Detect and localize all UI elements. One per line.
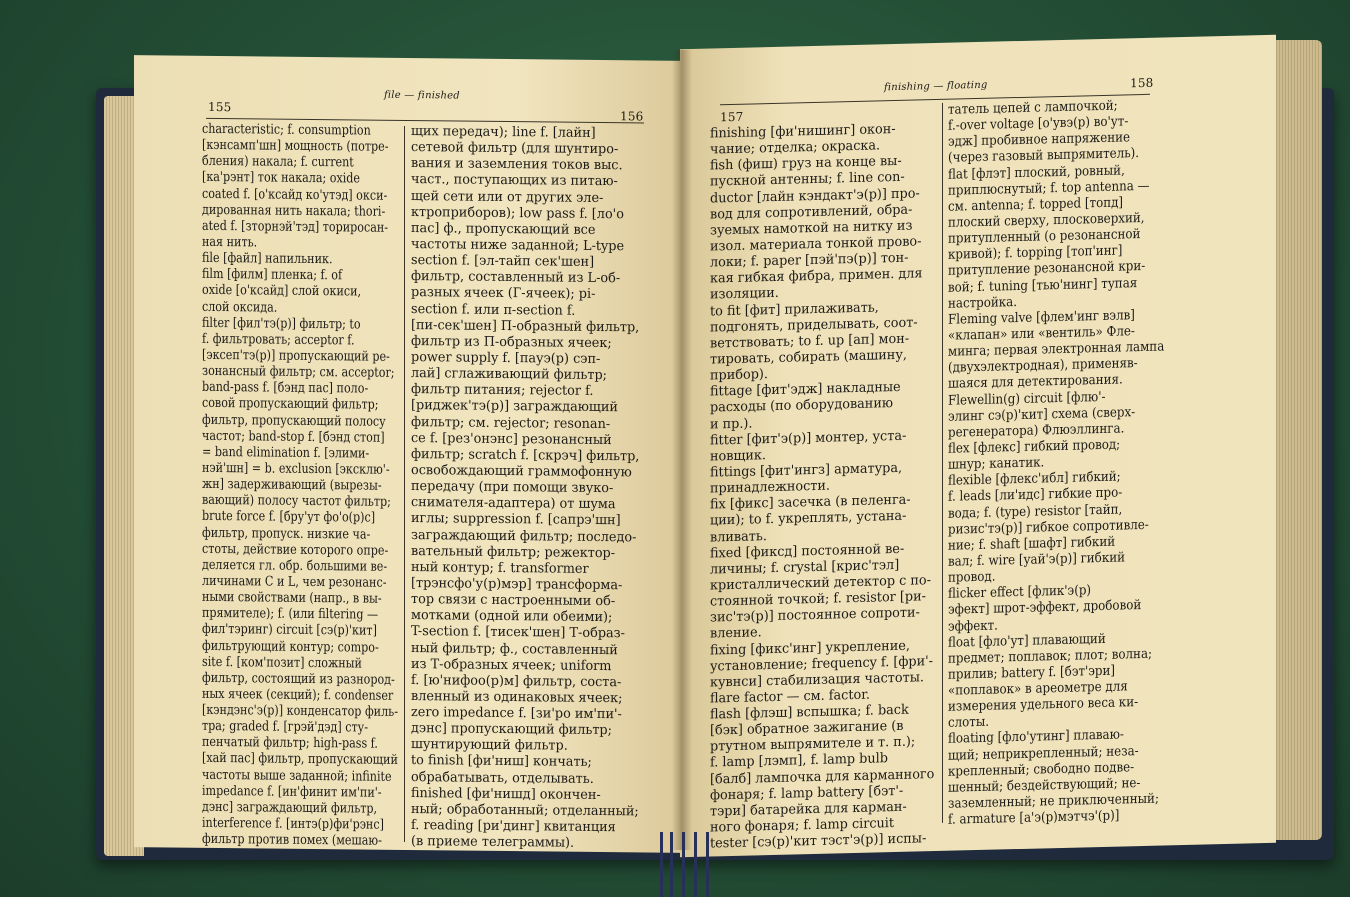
dictionary-line: обрабатывать, отделывать. <box>411 769 594 787</box>
dictionary-line: тировать, собирать (машину, <box>710 347 907 368</box>
dictionary-line: стоянной точкой; f. resistor [ри- <box>710 589 926 610</box>
dictionary-line: настройка. <box>948 294 1018 312</box>
right-page-column-1 <box>710 121 944 853</box>
dictionary-line: крепленный; свободно подве- <box>948 759 1135 780</box>
dictionary-line: float [фло'ут] плавающий <box>948 631 1106 651</box>
dictionary-line: иглы; suppression f. [сапрэ'шн] <box>411 511 621 529</box>
dictionary-line: фильтр, составленный из L-об- <box>411 269 621 287</box>
dictionary-line: зонансный фильтр; см. acceptor; <box>202 363 395 381</box>
dictionary-line: [трэнсфо'у(р)мэр] трансформа- <box>411 575 623 594</box>
dictionary-line: [ка'рэнт] ток накала; oxide <box>202 170 361 187</box>
dictionary-line: flex [флекс] гибкий провод; <box>948 437 1121 457</box>
dictionary-line: ние; f. shaft [шафт] гибкий <box>948 534 1116 554</box>
dictionary-line: регенератора) Флюэллинга. <box>948 421 1125 441</box>
dictionary-line: [эксеп'тэ(р)] пропускающий ре- <box>202 347 390 365</box>
running-head-left: file — finished <box>384 89 460 102</box>
dictionary-line: из Т-образных ячеек; uniform <box>411 656 612 674</box>
dictionary-line: site f. [ком'позит] сложный <box>202 654 362 672</box>
dictionary-line: тэри] батарейка для карман- <box>710 799 907 820</box>
dictionary-line: ная нить. <box>202 234 258 251</box>
dictionary-line: ated f. [зторнэй'тэд] ториросан- <box>202 218 389 236</box>
dictionary-line: «поплавок» в ареометре для <box>948 679 1128 699</box>
dictionary-line: кривой); f. topping [топ'инг] <box>948 243 1123 263</box>
dictionary-line: zero impedance f. [зи'ро им'пи'- <box>411 705 622 723</box>
dictionary-line: щей сети или от других эле- <box>411 188 604 206</box>
dictionary-line: установление; frequency f. [фри'- <box>710 653 933 675</box>
dictionary-line: личины; f. crystal [крис'тэл] <box>710 557 900 578</box>
dictionary-line: impedance f. [ин'финит им'пи'- <box>202 783 382 801</box>
dictionary-line: жн] задерживающий (вырезы- <box>202 476 382 494</box>
dictionary-line: щих передач); line f. [лайн] <box>411 124 596 141</box>
dictionary-line: шнур; канатик. <box>948 455 1045 473</box>
dictionary-line: вательный фильтр; режектор- <box>411 543 616 561</box>
dictionary-line: (в приеме телеграммы). <box>411 834 575 851</box>
right-page <box>680 35 1276 858</box>
dictionary-line: эфект] шрот-эффект, дробовой <box>948 598 1142 619</box>
dictionary-line: фонаря; f. lamp battery [бэт'- <box>710 783 904 804</box>
dictionary-line: фильтрующий контур; compo- <box>202 638 379 656</box>
dictionary-line: вал; f. wire [уай'э(р)] гибкий <box>948 550 1126 570</box>
dictionary-line: flash [флэш] вспышка; f. back <box>710 702 909 723</box>
dictionary-line: притупленный (о резонансной <box>948 227 1141 247</box>
dictionary-line: filter [фил'тэ(р)] фильтр; to <box>202 315 361 333</box>
dictionary-line: элинг сэ(р)'кит] схема (сверх- <box>948 404 1136 425</box>
page-number-155: 155 <box>208 99 232 115</box>
dictionary-line: стоты, действие которого опре- <box>202 541 389 559</box>
dictionary-line: band-pass f. [бэнд пас] поло- <box>202 380 369 397</box>
dictionary-line: зуемых намоткой на нитку из <box>710 218 913 239</box>
dictionary-line: (через газовый выпрямитель). <box>948 146 1140 167</box>
dictionary-line: деляется гл. обр. большими ве- <box>202 557 388 575</box>
dictionary-line: слой оксида. <box>202 299 278 316</box>
dictionary-line: fittings [фит'ингз] арматура, <box>710 460 903 481</box>
dictionary-line: част., поступающих из питаю- <box>411 172 618 190</box>
dictionary-line: нэй'шн] = b. exclusion [эксклю'- <box>202 460 390 478</box>
page-number-156: 156 <box>620 109 644 124</box>
dictionary-line: [кэнсамп'шн] мощность (потре- <box>202 137 389 155</box>
dictionary-line: flexible [флекс'ибл] гибкий; <box>948 469 1121 489</box>
dictionary-line: ный фильтр; ф., составленный <box>411 640 618 658</box>
dictionary-line: см. antenna; f. topped [топд] <box>948 195 1124 215</box>
dictionary-line: interference f. [интэ(р)фи'рэнс] <box>202 815 384 833</box>
dictionary-line: передачу (при помощи звуко- <box>411 479 614 497</box>
dictionary-line: ного фонаря; f. lamp circuit <box>710 816 895 836</box>
dictionary-line: flare factor — см. factor. <box>710 687 870 707</box>
bookmark-ribbon <box>656 832 726 897</box>
running-head-right: finishing — floating <box>884 79 988 94</box>
dictionary-line: тра; graded f. [грэй'дэд] сту- <box>202 719 368 736</box>
dictionary-line: частоты выше заданной; infinite <box>202 767 392 785</box>
dictionary-line: oxide [о'ксайд] слой окиси, <box>202 283 362 300</box>
dictionary-line: кристаллический детектор с по- <box>710 573 931 594</box>
dictionary-line: приплюснутый; f. top antenna — <box>948 178 1150 199</box>
dictionary-line: татель цепей с лампочкой; <box>948 98 1118 118</box>
dictionary-line: to finish [фи'ниш] кончать; <box>411 753 592 771</box>
dictionary-line: flicker effect [флик'э(р) <box>948 583 1092 602</box>
dictionary-line: Flewellin(g) circuit [флю'- <box>948 389 1106 409</box>
dictionary-line: f. leads [ли'идс] гибкие про- <box>948 485 1123 506</box>
dictionary-line: минга; первая электронная лампа <box>948 339 1165 360</box>
dictionary-line: вающий) полосу частот фильтр; <box>202 493 391 511</box>
dictionary-line: дэнс] заграждающий фильтр, <box>202 799 378 817</box>
dictionary-line: сетевой фильтр (для шунтиро- <box>411 140 619 158</box>
dictionary-line: фильтр, пропускающий полосу <box>202 412 386 430</box>
dictionary-line: кая гибкая фибра, примен. для <box>710 266 923 287</box>
dictionary-line: brute force f. [бру'ут фо'о(р)с] <box>202 509 376 527</box>
dictionary-line: фильтр из П-образных ячеек; <box>411 333 612 351</box>
dictionary-line: floating [фло'утинг] плаваю- <box>948 727 1124 748</box>
dictionary-line: фильтр питания; rejector f. <box>411 382 594 400</box>
dictionary-line: разных ячеек (Г-ячеек); pi- <box>411 285 596 303</box>
dictionary-line: вод для сопротивлений, обра- <box>710 202 913 223</box>
dictionary-line: подгонять, приделывать, соот- <box>710 315 918 336</box>
dictionary-line: ризис'тэ(р)] гибкое сопротивле- <box>948 517 1149 538</box>
dictionary-line: ductor [лайн кэндакт'э(р)] про- <box>710 185 920 207</box>
dictionary-line: измерения удельного веса ки- <box>948 695 1139 715</box>
dictionary-line: section f. [эл-тайп сек'шен] <box>411 253 595 271</box>
dictionary-line: f. lamp [лэмп], f. lamp bulb <box>710 751 888 772</box>
dictionary-line: power supply f. [пауэ(р) сэп- <box>411 350 601 367</box>
dictionary-line: ce f. [рез'онэнс] резонансный <box>411 430 612 448</box>
dictionary-line: снимателя-адаптера) от шума <box>411 495 616 513</box>
dictionary-line: file [файл] напильник. <box>202 250 333 268</box>
dictionary-line: ветствовать; to f. up [ап] мон- <box>710 331 910 352</box>
dictionary-line: вода; f. (type) resistor [тайп, <box>948 501 1123 522</box>
dictionary-line: лай] сглаживающий фильтр; <box>411 366 607 384</box>
dictionary-line: фильтр, пропуск. низкие ча- <box>202 525 371 543</box>
dictionary-line: coated f. [о'ксайд ко'утэд] окси- <box>202 186 388 204</box>
dictionary-line: слоты. <box>948 715 990 732</box>
dictionary-line: f. armature [а'э(р)мэтчэ'(р)] <box>948 808 1120 828</box>
page-number-157: 157 <box>720 109 744 125</box>
dictionary-line: мотками (одной или обеими); <box>411 608 613 626</box>
dictionary-line: эдж] пробивное напряжение <box>948 130 1131 151</box>
page-number-158: 158 <box>1130 75 1154 91</box>
dictionary-line: ный контур; f. transformer <box>411 559 589 577</box>
dictionary-line: [риджек'тэ(р)] заграждающий <box>411 398 618 416</box>
dictionary-line: Fleming valve [флем'инг вэлв] <box>948 307 1135 328</box>
dictionary-line: освобождающий граммофонную <box>411 462 632 481</box>
left-page-column-2 <box>411 124 649 853</box>
dictionary-line: дированная нить накала; thori- <box>202 202 386 220</box>
dictionary-line: f. фильтровать; acceptor f. <box>202 331 355 349</box>
dictionary-line: «клапан» или «вентиль» Фле- <box>948 324 1135 344</box>
dictionary-line: частот; band-stop f. [бэнд стоп] <box>202 428 385 446</box>
dictionary-line: fixing [фикс'инг] укрепление, <box>710 638 910 659</box>
dictionary-line: зис'тэ(р)] постоянное сопроти- <box>710 605 920 626</box>
book-gutter <box>672 50 692 850</box>
dictionary-line: пускной антенны; f. line con- <box>710 170 905 190</box>
dictionary-line: изоляции. <box>710 286 779 303</box>
dictionary-line: шаяся для детектирования. <box>948 372 1123 393</box>
dictionary-line: [бэк] обратное зажигание (в <box>710 719 904 739</box>
dictionary-line: притупление резонансной кри- <box>948 259 1146 280</box>
dictionary-line: ными свойствами (напр., в вы- <box>202 589 382 607</box>
dictionary-line: новщик. <box>710 447 767 465</box>
dictionary-line: ктроприборов); low pass f. [ло'о <box>411 204 624 222</box>
dictionary-line: вленный из одинаковых ячеек; <box>411 688 623 707</box>
dictionary-line: шенный; бездействующий; не- <box>948 775 1141 796</box>
dictionary-line: фильтр против помех (мешаю- <box>202 832 382 849</box>
dictionary-line: фил'тэринг) circuit [сэ(р)'кит] <box>202 622 377 640</box>
right-page-edges <box>1274 40 1322 840</box>
dictionary-line: [хай пас] фильтр, пропускающий <box>202 751 398 769</box>
left-page <box>134 55 682 853</box>
dictionary-line: вление. <box>710 625 762 642</box>
dictionary-line: to fit [фит] прилаживать, <box>710 299 879 320</box>
dictionary-line: щий; неприкрепленный; неза- <box>948 743 1139 764</box>
dictionary-line: вания и заземления токов выс. <box>411 156 623 174</box>
dictionary-line: ный; обработанный; отделанный; <box>411 801 639 820</box>
dictionary-line: tester [сэ(р)'кит тэст'э(р)] испы- <box>710 831 927 852</box>
dictionary-line: фильтр, состоящий из разнород- <box>202 670 395 688</box>
dictionary-line: шунтирующий фильтр. <box>411 737 568 755</box>
dictionary-line: заграждающий фильтр; последо- <box>411 527 637 545</box>
dictionary-line: fitter [фит'э(р)] монтер, уста- <box>710 428 907 449</box>
dictionary-line: ции); to f. укреплять, устана- <box>710 509 907 529</box>
dictionary-line: заземленный; не приключенный; <box>948 791 1159 812</box>
dictionary-line: бления) накала; f. current <box>202 154 354 171</box>
dictionary-line: вой; f. tuning [тью'нинг] тупая <box>948 275 1138 296</box>
dictionary-line: f. reading [ри'динг] квитанция <box>411 818 616 836</box>
dictionary-line: личинами С и L, чем резонанс- <box>202 573 387 591</box>
dictionary-line: [балб] лампочка для карманного <box>710 766 935 788</box>
dictionary-line: предмет; поплавок; плот; волна; <box>948 646 1153 667</box>
dictionary-line: дэнс] пропускающий фильтр; <box>411 721 612 739</box>
dictionary-line: fish (фиш) груз на конце вы- <box>710 154 902 174</box>
dictionary-line: ных ячеек (секций); f. condenser <box>202 686 394 704</box>
dictionary-line: вливать. <box>710 528 767 546</box>
dictionary-line: прямителе); f. (или filtering — <box>202 606 379 623</box>
right-page-column-2 <box>948 97 1192 829</box>
dictionary-line: фильтр; см. rejector; resonan- <box>411 414 611 432</box>
dictionary-line: пас] ф., пропускающий все <box>411 220 596 238</box>
dictionary-line: finished [фи'нишд] окончен- <box>411 785 601 803</box>
dictionary-line: плоский сверху, плосковерхий, <box>948 210 1145 231</box>
dictionary-line: fittage [фит'эдж] накладные <box>710 380 901 400</box>
dictionary-line: прибор). <box>710 367 769 384</box>
dictionary-line: провод. <box>948 569 996 586</box>
left-page-column-1 <box>202 122 438 851</box>
dictionary-line: прилив; battery f. [бэт'эри] <box>948 663 1116 683</box>
dictionary-line: принадлежности. <box>710 478 831 497</box>
dictionary-line: f. [ю'нифоо(р)м] фильтр, соста- <box>411 672 622 691</box>
dictionary-line: ртутном выпрямителе и т. п.); <box>710 734 916 755</box>
dictionary-line: characteristic; f. consumption <box>202 121 371 139</box>
dictionary-line: f.-over voltage [о'увэ(р) во'ут- <box>948 114 1129 134</box>
dictionary-line: расходы (по оборудованию <box>710 396 894 416</box>
dictionary-line: эффект. <box>948 618 998 635</box>
dictionary-line: T-section f. [тисек'шен] Т-образ- <box>411 624 626 642</box>
dictionary-line: и пр.). <box>710 416 753 433</box>
dictionary-line: тор связи с настроенными об- <box>411 592 616 610</box>
dictionary-line: film [филм] пленка; f. of <box>202 267 343 284</box>
dictionary-line: finishing [фи'нишинг] окон- <box>710 122 896 142</box>
dictionary-line: кувнси] стабилизация частоты. <box>710 670 924 691</box>
dictionary-line: flat [флэт] плоский, ровный, <box>948 162 1125 183</box>
dictionary-line: [кэндэнс'э(р)] конденсатор филь- <box>202 702 398 720</box>
dictionary-line: изол. материала тонкой прово- <box>710 234 922 255</box>
dictionary-line: = band elimination f. [элими- <box>202 444 370 462</box>
dictionary-line: фильтр; scratch f. [скрэч] фильтр, <box>411 446 640 465</box>
dictionary-line: совой пропускающий фильтр; <box>202 396 379 414</box>
dictionary-line: section f. или π-section f. <box>411 301 576 319</box>
dictionary-line: чание; отделка; окраска. <box>710 138 881 158</box>
dictionary-line: fixed [фиксд] постоянной ве- <box>710 541 905 562</box>
dictionary-line: частоты ниже заданной; L-type <box>411 237 625 255</box>
dictionary-line: локи; f. paper [пэй'пэ(р)] тон- <box>710 250 909 271</box>
dictionary-line: [пи-сек'шен] П-образный фильтр, <box>411 317 640 336</box>
dictionary-line: fix [фикс] засечка (в пеленга- <box>710 492 911 513</box>
dictionary-line: (двухэлектродная), применяв- <box>948 356 1138 376</box>
dictionary-line: пенчатый фильтр; high-pass f. <box>202 735 378 753</box>
